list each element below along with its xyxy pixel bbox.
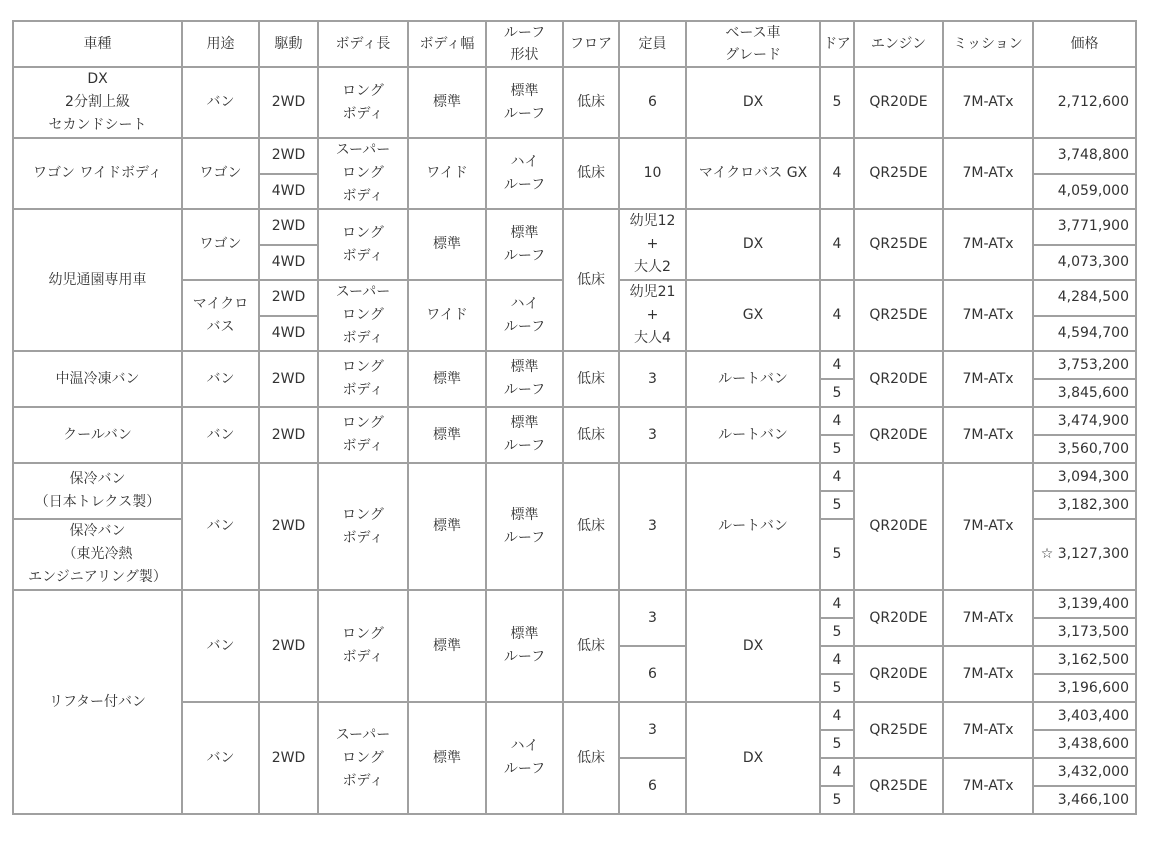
cell-doors: 4 xyxy=(820,209,854,280)
cell-body-length: ロング ボディ xyxy=(318,209,408,280)
cell-floor: 低床 xyxy=(563,209,619,351)
vehicle-price-table xyxy=(12,20,1137,815)
cell-doors: 4 xyxy=(820,351,854,379)
cell-body-length: スーパー ロング ボディ xyxy=(318,138,408,209)
cell-drive: 2WD xyxy=(259,463,318,590)
cell-price: 3,771,900 xyxy=(1033,209,1136,245)
cell-use: ワゴン xyxy=(182,138,259,209)
header-row xyxy=(13,21,1136,67)
cell-doors: 5 xyxy=(820,786,854,814)
cell-doors: 5 xyxy=(820,519,854,590)
cell-body-width: 標準 xyxy=(408,463,486,590)
cell-roof: ハイ ルーフ xyxy=(486,138,563,209)
cell-base-grade: DX xyxy=(686,209,820,280)
header-doors: ドア xyxy=(820,21,854,67)
cell-body-width: 標準 xyxy=(408,590,486,702)
cell-doors: 5 xyxy=(820,674,854,702)
table-row xyxy=(13,463,1136,491)
cell-transmission: 7M-ATx xyxy=(943,280,1033,351)
cell-transmission: 7M-ATx xyxy=(943,407,1033,463)
header-price: 価格 xyxy=(1033,21,1136,67)
cell-body-width: 標準 xyxy=(408,67,486,138)
cell-capacity: 3 xyxy=(619,407,686,463)
cell-engine: QR20DE xyxy=(854,463,943,590)
cell-price: 4,594,700 xyxy=(1033,316,1136,352)
cell-capacity: 6 xyxy=(619,758,686,814)
cell-model: 中温冷凍バン xyxy=(13,351,182,407)
cell-drive: 2WD xyxy=(259,209,318,245)
cell-use: バン xyxy=(182,702,259,814)
cell-engine: QR20DE xyxy=(854,407,943,463)
cell-engine: QR25DE xyxy=(854,280,943,351)
cell-price: 4,059,000 xyxy=(1033,174,1136,210)
cell-use: バン xyxy=(182,463,259,590)
table-row xyxy=(13,351,1136,379)
cell-transmission: 7M-ATx xyxy=(943,646,1033,702)
cell-price: 3,438,600 xyxy=(1033,730,1136,758)
cell-capacity: 幼児21 + 大人4 xyxy=(619,280,686,351)
cell-transmission: 7M-ATx xyxy=(943,702,1033,758)
cell-capacity: 3 xyxy=(619,590,686,646)
cell-body-length: ロング ボディ xyxy=(318,590,408,702)
cell-doors: 4 xyxy=(820,407,854,435)
cell-use: ワゴン xyxy=(182,209,259,280)
cell-price: 3,182,300 xyxy=(1033,491,1136,519)
cell-base-grade: ルートバン xyxy=(686,463,820,590)
cell-doors: 5 xyxy=(820,67,854,138)
cell-capacity: 幼児12 + 大人2 xyxy=(619,209,686,280)
cell-model: ワゴン ワイドボディ xyxy=(13,138,182,209)
header-body-width: ボディ幅 xyxy=(408,21,486,67)
cell-doors: 4 xyxy=(820,702,854,730)
cell-price: 3,196,600 xyxy=(1033,674,1136,702)
cell-transmission: 7M-ATx xyxy=(943,67,1033,138)
cell-roof: 標準 ルーフ xyxy=(486,590,563,702)
cell-engine: QR20DE xyxy=(854,351,943,407)
cell-body-width: 標準 xyxy=(408,407,486,463)
table-row xyxy=(13,590,1136,618)
cell-price: 3,560,700 xyxy=(1033,435,1136,463)
cell-engine: QR25DE xyxy=(854,138,943,209)
cell-model: DX 2分割上級 セカンドシート xyxy=(13,67,182,138)
cell-drive: 2WD xyxy=(259,702,318,814)
cell-drive: 2WD xyxy=(259,590,318,702)
cell-drive: 4WD xyxy=(259,245,318,281)
cell-doors: 5 xyxy=(820,379,854,407)
cell-capacity: 3 xyxy=(619,702,686,758)
header-base-grade: ベース車 グレード xyxy=(686,21,820,67)
table-row xyxy=(13,67,1136,138)
cell-roof: 標準 ルーフ xyxy=(486,407,563,463)
cell-engine: QR25DE xyxy=(854,702,943,758)
cell-drive: 2WD xyxy=(259,67,318,138)
cell-price: 4,284,500 xyxy=(1033,280,1136,316)
cell-price: 3,403,400 xyxy=(1033,702,1136,730)
cell-roof: 標準 ルーフ xyxy=(486,463,563,590)
cell-body-length: スーパー ロング ボディ xyxy=(318,702,408,814)
cell-base-grade: DX xyxy=(686,590,820,702)
cell-drive: 2WD xyxy=(259,407,318,463)
cell-roof: ハイ ルーフ xyxy=(486,280,563,351)
cell-drive: 2WD xyxy=(259,351,318,407)
cell-use: バン xyxy=(182,351,259,407)
cell-roof: 標準 ルーフ xyxy=(486,351,563,407)
cell-use: バン xyxy=(182,590,259,702)
header-transmission: ミッション xyxy=(943,21,1033,67)
cell-transmission: 7M-ATx xyxy=(943,463,1033,590)
cell-roof: ハイ ルーフ xyxy=(486,702,563,814)
cell-price: 3,474,900 xyxy=(1033,407,1136,435)
cell-body-width: ワイド xyxy=(408,138,486,209)
header-floor: フロア xyxy=(563,21,619,67)
cell-engine: QR20DE xyxy=(854,590,943,646)
cell-body-width: 標準 xyxy=(408,351,486,407)
cell-engine: QR20DE xyxy=(854,67,943,138)
cell-doors: 4 xyxy=(820,646,854,674)
cell-body-length: ロング ボディ xyxy=(318,351,408,407)
cell-body-width: 標準 xyxy=(408,209,486,280)
cell-roof: 標準 ルーフ xyxy=(486,209,563,280)
cell-base-grade: DX xyxy=(686,67,820,138)
cell-doors: 5 xyxy=(820,491,854,519)
cell-floor: 低床 xyxy=(563,702,619,814)
table-row xyxy=(13,702,1136,730)
table-row xyxy=(13,407,1136,435)
cell-floor: 低床 xyxy=(563,138,619,209)
cell-body-length: ロング ボディ xyxy=(318,463,408,590)
cell-floor: 低床 xyxy=(563,407,619,463)
cell-drive: 4WD xyxy=(259,174,318,210)
cell-floor: 低床 xyxy=(563,67,619,138)
cell-model: 保冷バン （日本トレクス製） xyxy=(13,463,182,519)
cell-price: 3,094,300 xyxy=(1033,463,1136,491)
cell-transmission: 7M-ATx xyxy=(943,351,1033,407)
cell-body-length: ロング ボディ xyxy=(318,67,408,138)
cell-capacity: 6 xyxy=(619,67,686,138)
cell-capacity: 3 xyxy=(619,351,686,407)
cell-floor: 低床 xyxy=(563,351,619,407)
cell-doors: 5 xyxy=(820,730,854,758)
cell-capacity: 3 xyxy=(619,463,686,590)
cell-model: リフター付バン xyxy=(13,590,182,814)
header-engine: エンジン xyxy=(854,21,943,67)
cell-base-grade: ルートバン xyxy=(686,407,820,463)
cell-doors: 4 xyxy=(820,138,854,209)
cell-price: 3,845,600 xyxy=(1033,379,1136,407)
cell-floor: 低床 xyxy=(563,463,619,590)
cell-doors: 5 xyxy=(820,435,854,463)
cell-doors: 4 xyxy=(820,463,854,491)
header-drive: 駆動 xyxy=(259,21,318,67)
header-use: 用途 xyxy=(182,21,259,67)
cell-capacity: 10 xyxy=(619,138,686,209)
header-model: 車種 xyxy=(13,21,182,67)
cell-engine: QR20DE xyxy=(854,646,943,702)
cell-engine: QR25DE xyxy=(854,209,943,280)
cell-body-length: スーパー ロング ボディ xyxy=(318,280,408,351)
cell-base-grade: GX xyxy=(686,280,820,351)
cell-use: バン xyxy=(182,407,259,463)
cell-floor: 低床 xyxy=(563,590,619,702)
cell-price: 3,162,500 xyxy=(1033,646,1136,674)
cell-engine: QR25DE xyxy=(854,758,943,814)
header-capacity: 定員 xyxy=(619,21,686,67)
cell-use: マイクロ バス xyxy=(182,280,259,351)
cell-body-length: ロング ボディ xyxy=(318,407,408,463)
cell-transmission: 7M-ATx xyxy=(943,209,1033,280)
cell-price: 2,712,600 xyxy=(1033,67,1136,138)
cell-body-width: 標準 xyxy=(408,702,486,814)
header-body-length: ボディ長 xyxy=(318,21,408,67)
cell-transmission: 7M-ATx xyxy=(943,138,1033,209)
cell-base-grade: マイクロバス GX xyxy=(686,138,820,209)
cell-use: バン xyxy=(182,67,259,138)
cell-price: 3,432,000 xyxy=(1033,758,1136,786)
cell-transmission: 7M-ATx xyxy=(943,758,1033,814)
cell-capacity: 6 xyxy=(619,646,686,702)
cell-body-width: ワイド xyxy=(408,280,486,351)
cell-model: 保冷バン （東光冷熱 エンジニアリング製） xyxy=(13,519,182,590)
cell-price: 3,139,400 xyxy=(1033,590,1136,618)
header-roof: ルーフ 形状 xyxy=(486,21,563,67)
table-row xyxy=(13,138,1136,174)
cell-price: 3,748,800 xyxy=(1033,138,1136,174)
cell-doors: 4 xyxy=(820,280,854,351)
cell-price: 3,466,100 xyxy=(1033,786,1136,814)
cell-drive: 4WD xyxy=(259,316,318,352)
cell-price: ☆ 3,127,300 xyxy=(1033,519,1136,590)
cell-model: 幼児通園専用車 xyxy=(13,209,182,351)
cell-drive: 2WD xyxy=(259,280,318,316)
cell-model: クールバン xyxy=(13,407,182,463)
cell-doors: 4 xyxy=(820,590,854,618)
cell-price: 4,073,300 xyxy=(1033,245,1136,281)
cell-doors: 4 xyxy=(820,758,854,786)
cell-price: 3,173,500 xyxy=(1033,618,1136,646)
cell-transmission: 7M-ATx xyxy=(943,590,1033,646)
cell-price: 3,753,200 xyxy=(1033,351,1136,379)
cell-base-grade: DX xyxy=(686,702,820,814)
cell-drive: 2WD xyxy=(259,138,318,174)
cell-roof: 標準 ルーフ xyxy=(486,67,563,138)
cell-base-grade: ルートバン xyxy=(686,351,820,407)
cell-doors: 5 xyxy=(820,618,854,646)
table-row xyxy=(13,209,1136,245)
